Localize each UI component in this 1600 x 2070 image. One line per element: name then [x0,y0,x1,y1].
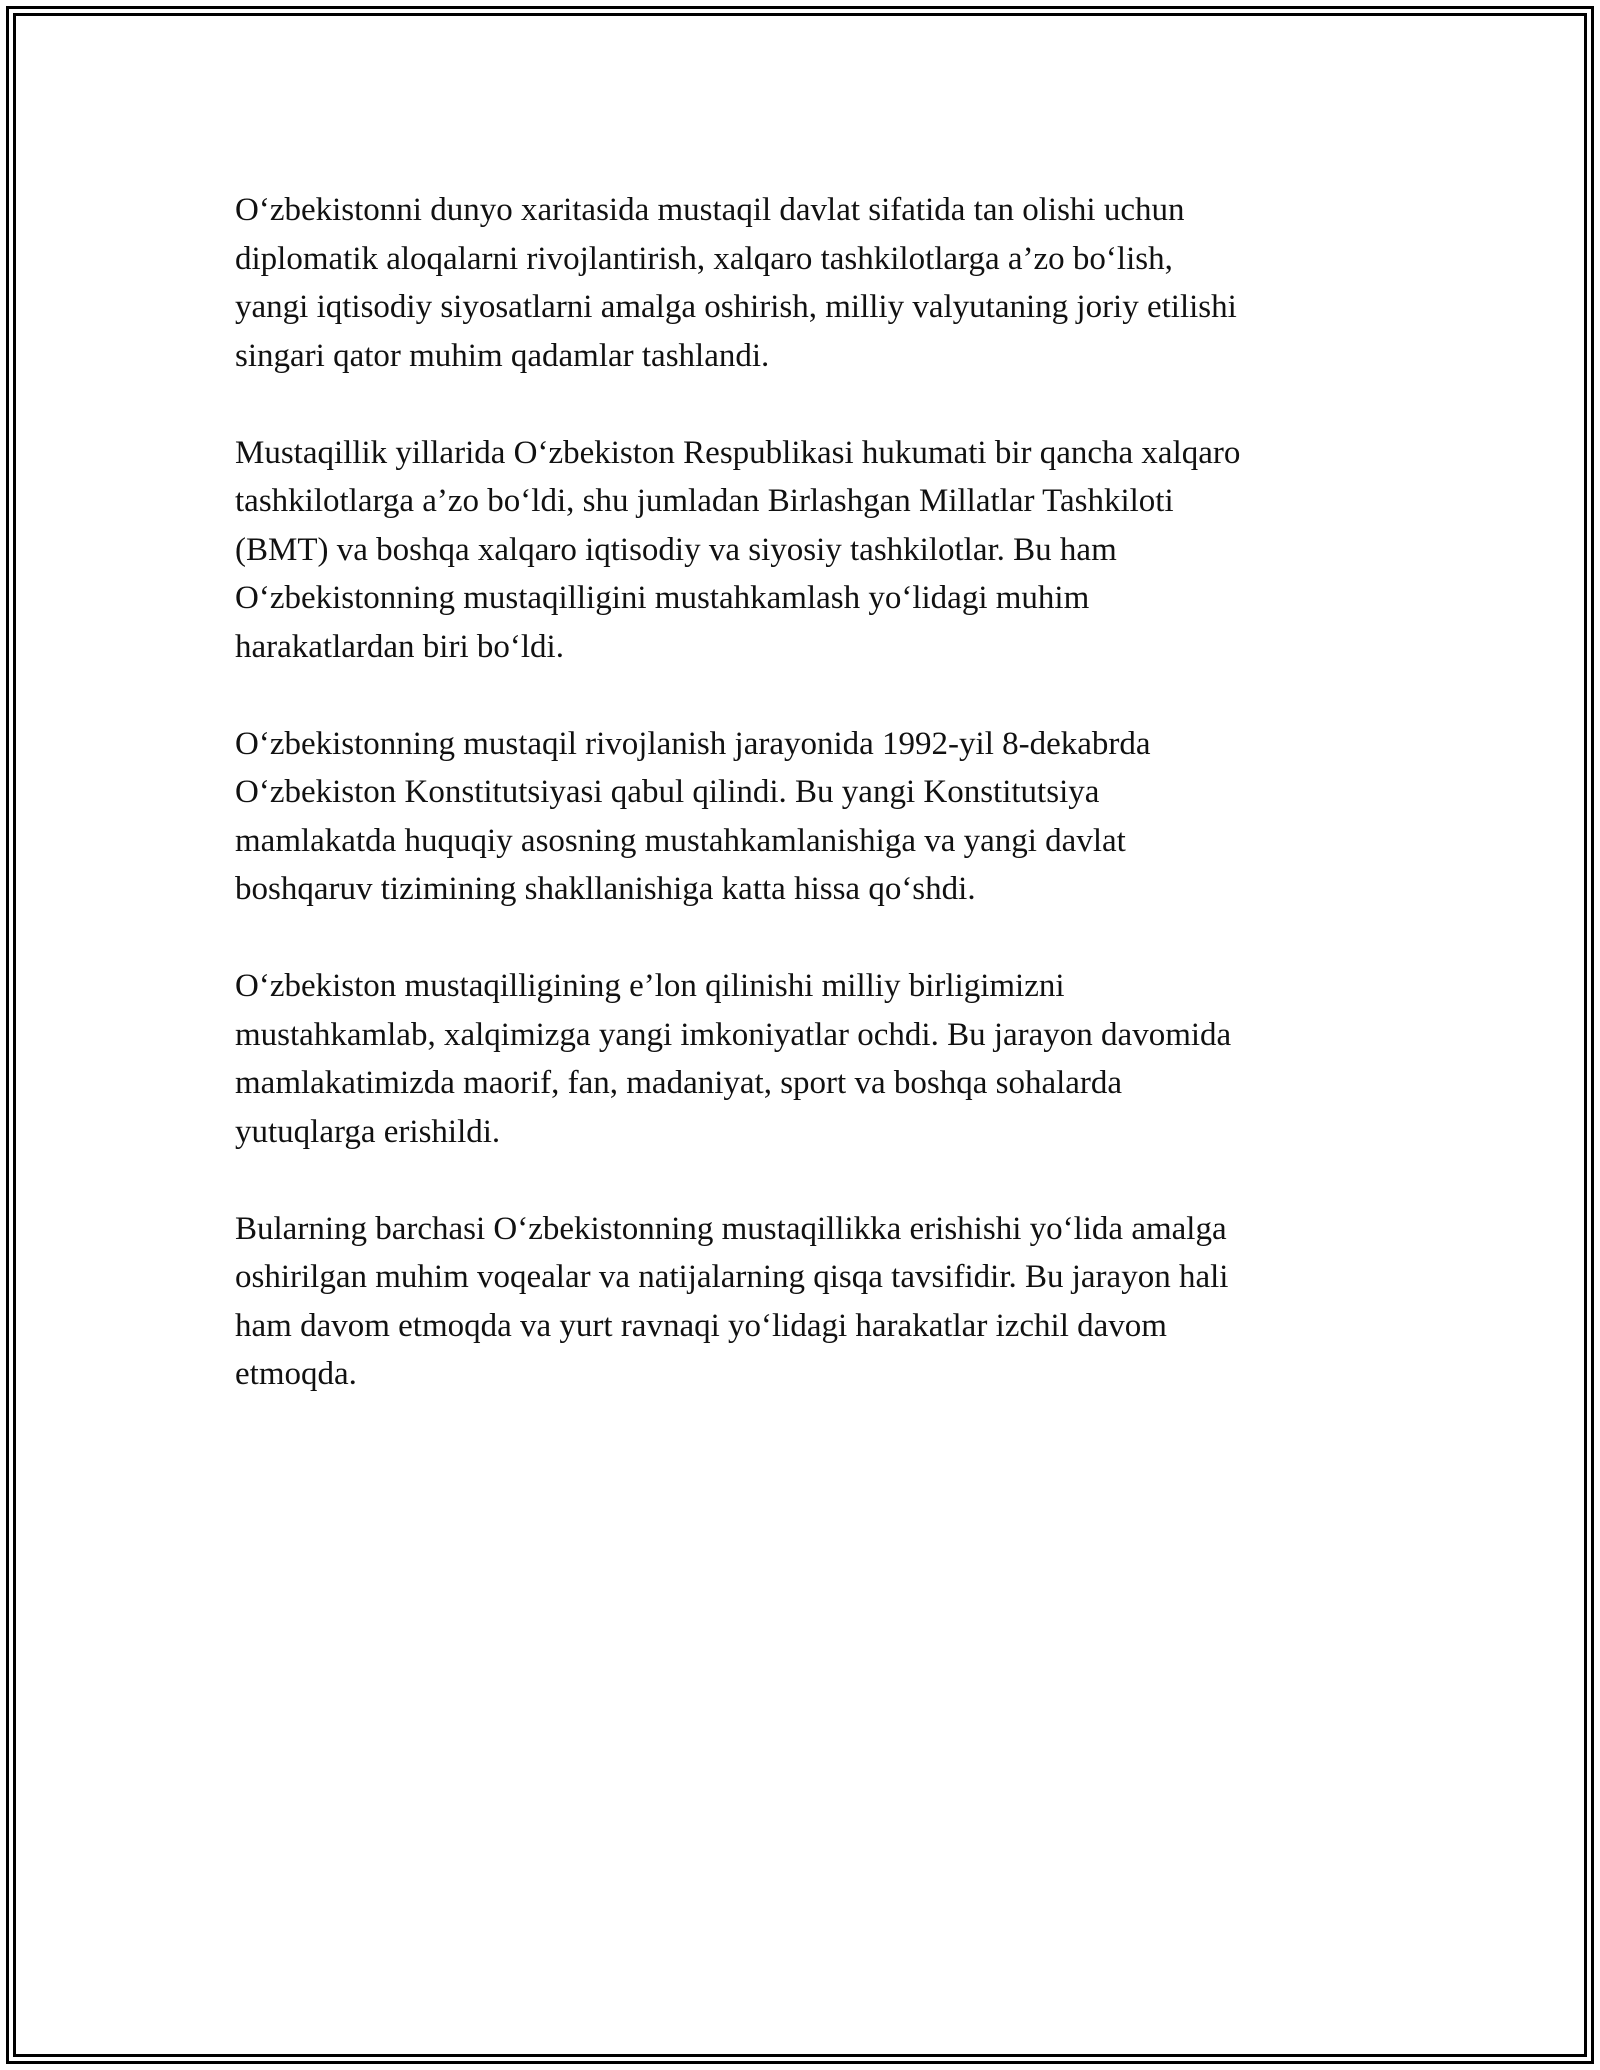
paragraph-2: Mustaqillik yillarida O‘zbekiston Respublikasi hukumati bir qancha xalqaro tashkilotlarga a’zo bo‘ldi, shu jumladan Birlashgan Millatlar Tashkiloti (BMT) va boshqa xalqaro iqtisodiy va siyosiy tashkilotlar. Bu ham O‘zbekistonning mustaqilligini mustahkamlash yo‘lidagi muhim harakatlardan biri bo‘ldi. [235,434,1241,665]
document-body [235,186,1365,1447]
paragraph-5: Bularning barchasi O‘zbekistonning mustaqillikka erishishi yo‘lida amalga oshirilgan muhim voqealar va natijalarning qisqa tavsifidir. Bu jarayon hali ham davom etmoqda va yurt ravnaqi yo‘lidagi harakatlar izchil davom etmoqda. [235,1210,1229,1392]
paragraph-3: O‘zbekistonning mustaqil rivojlanish jarayonida 1992-yil 8-dekabrda O‘zbekiston Konstitutsiyasi qabul qilindi. Bu yangi Konstitutsiya mamlakatda huquqiy asosning mustahkamlanishiga va yangi davlat boshqaruv tizimining shakllanishiga katta hissa qo‘shdi. [235,725,1151,907]
paragraph-1: O‘zbekistonni dunyo xaritasida mustaqil davlat sifatida tan olishi uchun diplomatik aloqalarni rivojlantirish, xalqaro tashkilotlarga a’zo bo‘lish, yangi iqtisodiy siyosatlarni amalga oshirish, milliy valyutaning joriy etilishi singari qator muhim qadamlar tashlandi. [235,192,1237,374]
paragraph-4: O‘zbekiston mustaqilligining e’lon qilinishi milliy birligimizni mustahkamlab, xalqimizga yangi imkoniyatlar ochdi. Bu jarayon davomida mamlakatimizda maorif, fan, madaniyat, sport va boshqa sohalarda yutuqlarga erishildi. [235,968,1232,1150]
